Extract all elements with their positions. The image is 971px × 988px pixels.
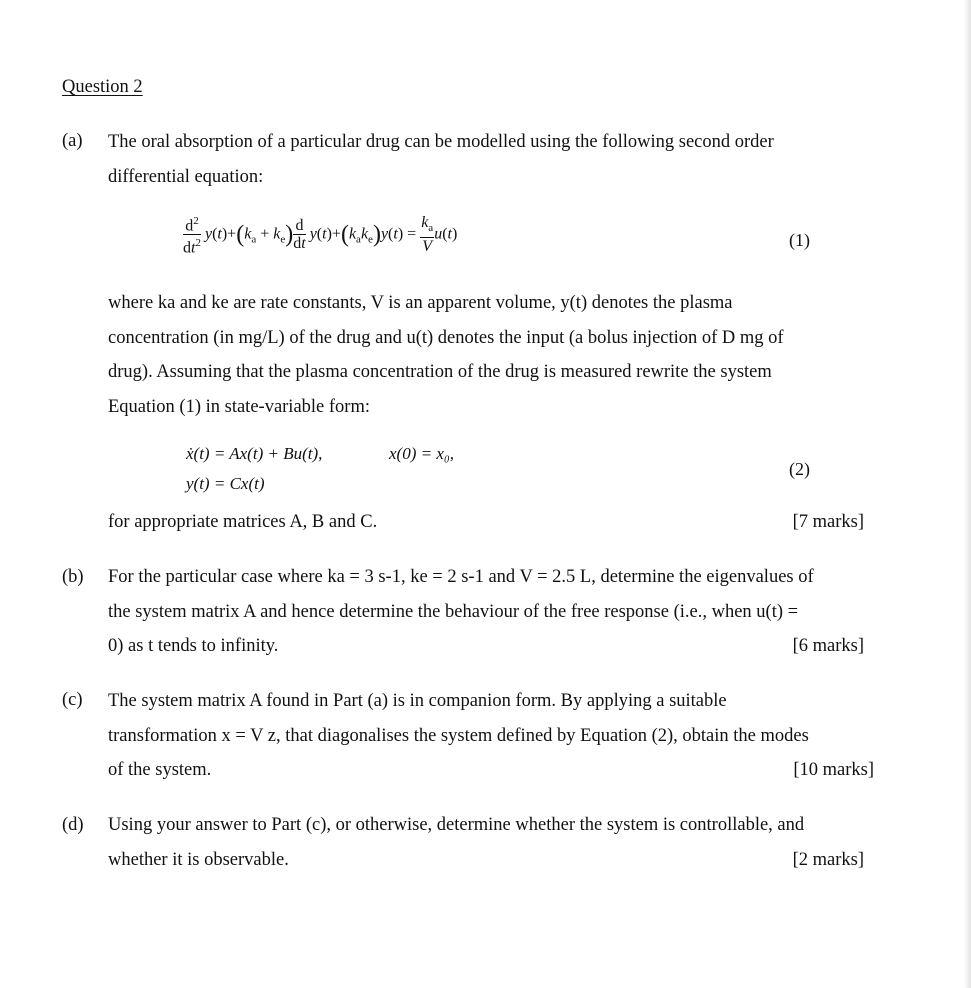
part-a-body-line1: where ka and ke are rate constants, V is an apparent volume, y(t) denotes the plasma [108, 293, 733, 313]
part-a-marks: [7 marks] [792, 512, 864, 532]
part-c-marks: [10 marks] [793, 760, 874, 780]
question-heading: Question 2 [62, 77, 143, 97]
part-a-label: (a) [62, 131, 83, 151]
part-c-line2: transformation x = V z, that diagonalises the system defined by Equation (2), obtain the modes [108, 725, 809, 746]
equation-1-number: (1) [789, 230, 810, 250]
equation-2-number: (2) [789, 459, 810, 479]
part-b-marks: [6 marks] [792, 636, 864, 656]
part-a-body [108, 286, 874, 424]
part-a-body-line2: concentration (in mg/L) of the drug and u(t) denotes the input (a bolus injection of D mg of [108, 327, 784, 348]
part-b-line2: the system matrix A and hence determine the behaviour of the free response (i.e., when u(t) = [108, 601, 799, 622]
equation-2-line2: y(t) = Cx(t) [186, 474, 265, 493]
part-c-text [108, 684, 874, 788]
part-b-label: (b) [62, 567, 84, 587]
part-a-body-line4: Equation (1) in state-variable form: [108, 396, 370, 417]
part-b-line3: 0) as t tends to infinity. [108, 636, 279, 656]
part-a-closing-text: for appropriate matrices A, B and C. [108, 512, 378, 532]
part-b-line1: For the particular case where ka = 3 s-1, ke = 2 s-1 and V = 2.5 L, determine the eigenvalues of [108, 567, 814, 587]
part-d-text [108, 808, 874, 877]
part-b-line3-row [108, 629, 864, 664]
part-a-intro-line1: The oral absorption of a particular drug can be modelled using the following second order [108, 132, 774, 152]
part-a-body-line3: drug). Assuming that the plasma concentration of the drug is measured rewrite the system [108, 362, 772, 382]
part-d-line2: whether it is observable. [108, 849, 289, 870]
part-d-label: (d) [62, 815, 84, 835]
page-edge-shadow [964, 0, 971, 988]
part-b-text [108, 560, 874, 664]
equation-1: $\frac{d^2}{dt^2}$ $y(t)+(k_a + k_e)$ $\frac{d}{dt}$ $y(t)+(k_ak_e)y(t)$ = $\frac{k_a}{V}$ u(t) [183, 214, 458, 257]
equation-2-initial-condition: x(0) = x₀, [389, 444, 455, 463]
part-d-line2-row [108, 843, 864, 878]
part-a-intro [108, 125, 874, 194]
part-c-label: (c) [62, 690, 83, 710]
part-c-line3: of the system. [108, 760, 212, 780]
part-c-line3-row [108, 753, 874, 788]
part-a-closing [108, 505, 864, 540]
part-d-marks: [2 marks] [792, 849, 864, 870]
part-d-line1: Using your answer to Part (c), or otherwise, determine whether the system is controllable, and [108, 815, 805, 835]
equation-2-line1: ẋ(t) = Ax(t) + Bu(t), [186, 444, 323, 463]
part-c-line1: The system matrix A found in Part (a) is in companion form. By applying a suitable [108, 691, 727, 711]
part-a-intro-line2: differential equation: [108, 166, 264, 187]
